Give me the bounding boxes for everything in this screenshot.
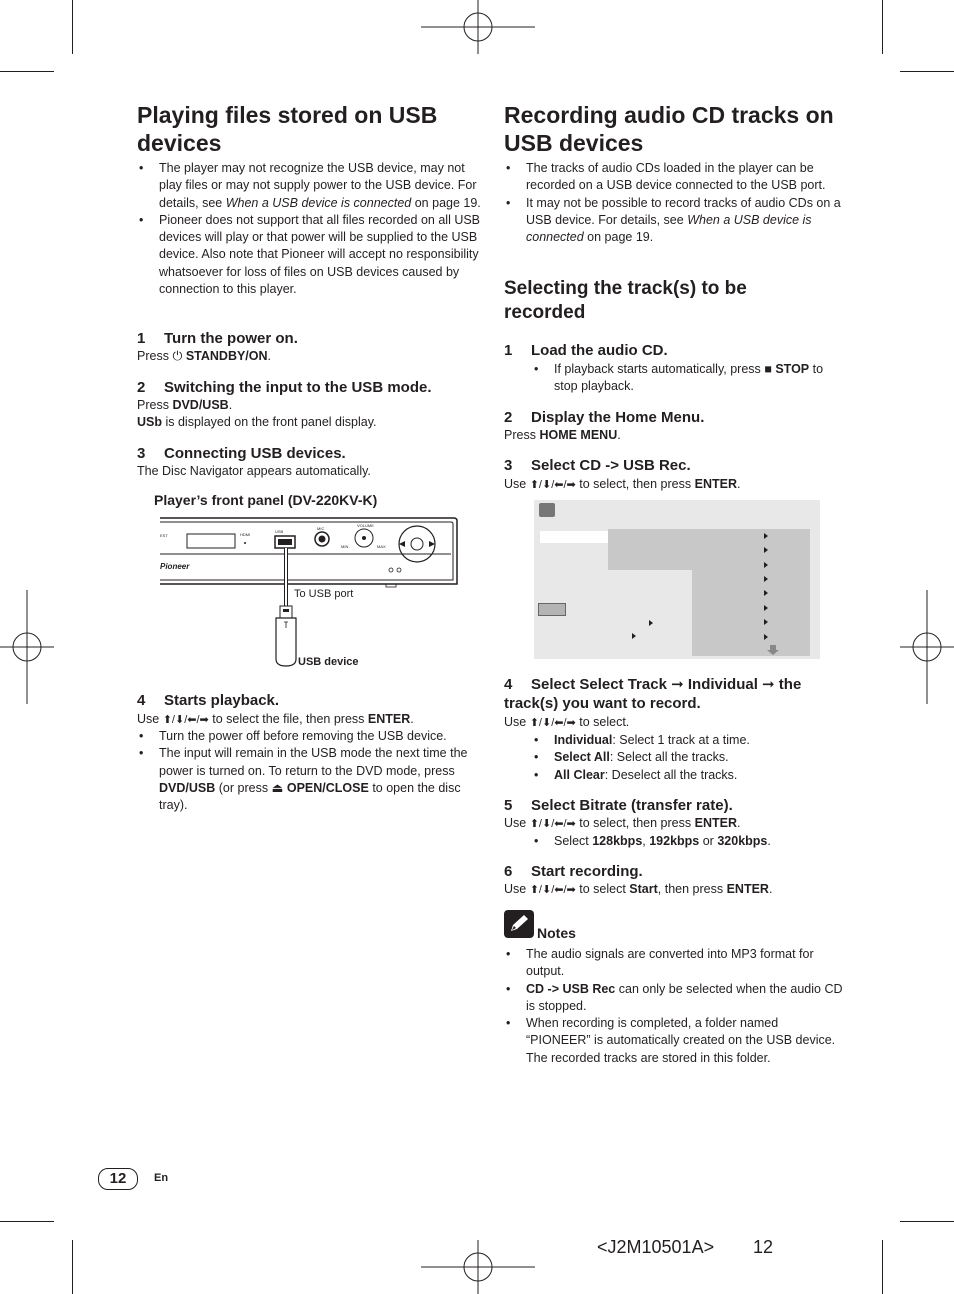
bullet-text: It may not be possible to record tracks of audio CDs on a USB device. For details, see	[526, 195, 841, 227]
bullet-text: The player may not recognize the USB device, may not play files or may not supply power to the USB device. For details, see	[159, 161, 477, 210]
registration-mark-icon	[900, 590, 954, 704]
step-title: Select Select Track	[531, 676, 667, 693]
step-title: Select Bitrate (transfer rate).	[531, 797, 733, 814]
crop-mark	[900, 71, 954, 72]
language-label: En	[154, 1172, 169, 1184]
right-step-5-heading	[504, 796, 733, 815]
right-step-5-bullets	[532, 833, 848, 850]
bullet-text: The input will remain in the USB mode the next time the power is turned on. To return to the DVD mode, press	[159, 746, 468, 778]
list-item	[532, 767, 848, 784]
text: Use	[504, 715, 527, 729]
list-item	[137, 160, 483, 212]
step-title: Individual	[687, 676, 758, 693]
crop-mark	[882, 0, 883, 54]
step-number: 6	[504, 863, 513, 880]
bitrate-option: 192kbps	[649, 834, 700, 848]
print-code: <J2M10501A>	[597, 1237, 715, 1257]
step-number: 1	[137, 330, 146, 347]
key-name: DVD/USB	[159, 780, 216, 795]
step-number: 4	[504, 676, 513, 693]
left-step-3-heading	[137, 444, 346, 463]
option-name: Individual	[554, 733, 613, 747]
crop-mark	[0, 71, 54, 72]
arrow-keys-icon: ⬆/⬇/⬅/➡	[529, 818, 576, 830]
list-item	[532, 732, 848, 749]
right-step-2-heading	[504, 408, 704, 427]
option-desc: : Deselect all the tracks.	[604, 767, 738, 782]
label-mic: MIC	[317, 526, 325, 531]
crop-mark	[72, 1240, 73, 1294]
right-arrow-icon: ➞	[762, 676, 775, 693]
list-item	[532, 749, 848, 766]
step-title: Select CD -> USB Rec.	[531, 457, 691, 474]
step-title: Connecting USB devices.	[164, 445, 346, 462]
list-item: • The tracks of audio CDs loaded in the player can be recorded on a USB device connected to the USB port.	[504, 160, 850, 195]
left-step-1-text: Press ⏻ STANDBY/ON.	[137, 349, 272, 363]
list-item	[504, 195, 850, 247]
crop-mark	[72, 0, 73, 54]
cross-reference: When a USB device is connected	[225, 195, 412, 210]
list-item: • Pioneer does not support that all files recorded on all USB devices will play or that power will be supplied to the USB device. Also note that Pioneer will accept no responsibility whatsoever for loss of files on USB devices caused by connection to this player.	[137, 212, 483, 298]
left-step-3-text: The Disc Navigator appears automatically.	[137, 464, 371, 478]
list-item	[137, 745, 483, 814]
key-name: ENTER	[694, 477, 737, 491]
text: to select, then press	[579, 816, 692, 830]
bullet-text: can only be selected when the audio CD is stopped.	[526, 981, 843, 1013]
key-name: STOP	[775, 362, 810, 376]
label-min: MIN	[341, 544, 349, 549]
step-number: 3	[504, 457, 513, 474]
notes-pencil-icon	[504, 910, 534, 938]
text: to select	[579, 882, 626, 896]
right-step-3-heading	[504, 456, 691, 475]
crop-mark	[882, 1240, 883, 1294]
option-name: CD -> USB Rec	[526, 981, 616, 996]
list-item	[504, 981, 844, 1016]
step-title: Load the audio CD.	[531, 342, 668, 359]
page-reference: on page 19.	[587, 230, 654, 245]
step-title: Display the Home Menu.	[531, 409, 705, 426]
right-step-1-heading	[504, 341, 668, 360]
left-step-2-heading	[137, 378, 432, 397]
step-title: the track(s) you want to record.	[504, 676, 802, 712]
label-volume: VOLUME	[357, 523, 374, 528]
right-arrow-icon: ➞	[671, 676, 684, 693]
usb-device-label: USB device	[298, 656, 359, 668]
text: Select	[554, 834, 589, 848]
text: Use	[504, 816, 527, 830]
key-name: STANDBY/ON	[185, 349, 268, 363]
left-step-2-text: Press DVD/USB. USb is displayed on the front panel display.	[137, 398, 377, 430]
bitrate-option: 128kbps	[592, 834, 643, 848]
right-step-4-options	[532, 732, 848, 784]
arrow-keys-icon: ⬆/⬇/⬅/➡	[529, 884, 576, 896]
step-number: 5	[504, 797, 513, 814]
option-desc: : Select 1 track at a time.	[612, 733, 750, 747]
label-hdmi: HDMI	[240, 532, 251, 537]
registration-mark-icon	[421, 0, 535, 54]
key-name: HOME MENU	[539, 428, 618, 442]
key-name: DVD/USB	[172, 398, 229, 412]
list-item	[532, 361, 848, 396]
right-intro-bullets	[504, 160, 850, 246]
option-desc: : Select all the tracks.	[609, 750, 729, 765]
registration-mark-icon	[0, 590, 54, 704]
text: If playback starts automatically, press	[554, 362, 761, 376]
power-icon: ⏻	[172, 349, 183, 363]
option-name: Select All	[554, 750, 610, 765]
step-title: Starts playback.	[164, 692, 280, 709]
label-max: MAX	[377, 544, 386, 549]
text: Press	[137, 398, 169, 412]
text: Use	[504, 882, 527, 896]
right-step-6-heading	[504, 862, 643, 881]
scroll-down-icon	[767, 645, 779, 655]
right-step-6-text: Use ⬆/⬇/⬅/➡ to select Start, then press ENTER.	[504, 882, 773, 896]
right-step-4-heading	[504, 675, 834, 713]
page-number-badge	[98, 1168, 138, 1190]
right-step-1-bullets	[532, 361, 848, 396]
left-intro-bullets	[137, 160, 483, 298]
figure-caption: Player’s front panel (DV-220KV-K)	[154, 492, 378, 508]
arrow-keys-icon: ⬆/⬇/⬅/➡	[529, 717, 576, 729]
text: to select.	[579, 715, 630, 729]
text: Press	[504, 428, 536, 442]
key-name: OPEN/CLOSE	[286, 780, 369, 795]
step-number: 2	[504, 409, 513, 426]
left-step-4-heading	[137, 691, 279, 710]
right-step-2-text: Press HOME MENU.	[504, 428, 621, 442]
crop-mark	[0, 1221, 54, 1222]
print-page-number: 12	[753, 1237, 774, 1257]
step-number: 4	[137, 692, 146, 709]
list-item: • The audio signals are converted into MP3 format for output.	[504, 946, 844, 981]
page-number: 12	[109, 1170, 127, 1187]
text: Use	[504, 477, 527, 491]
page-reference: on page 19.	[414, 195, 481, 210]
label-usb: USB	[275, 529, 284, 534]
step-title: Start recording.	[531, 863, 643, 880]
notes-list	[504, 946, 844, 1067]
left-step-4-bullets	[137, 728, 483, 814]
right-subsection-title: Selecting the track(s) to be recorded	[504, 278, 747, 323]
text: Use	[137, 712, 160, 726]
step-number: 1	[504, 342, 513, 359]
right-section-title: Recording audio CD tracks on USB devices	[504, 102, 834, 156]
left-section-title: Playing files stored on USB devices	[137, 102, 438, 156]
registration-mark-icon	[421, 1240, 535, 1294]
arrow-keys-icon: ⬆/⬇/⬅/➡	[162, 714, 209, 726]
text: , then press	[657, 882, 724, 896]
text: is displayed on the front panel display.	[165, 415, 377, 430]
list-item: • Turn the power off before removing the USB device.	[137, 728, 483, 745]
key-name: ENTER	[694, 816, 737, 830]
option-name: All Clear	[554, 767, 605, 782]
text: to open the disc tray).	[159, 780, 461, 813]
text: to select the file, then press	[212, 712, 365, 726]
right-step-5-text: Use ⬆/⬇/⬅/➡ to select, then press ENTER.	[504, 816, 741, 830]
step-title: Switching the input to the USB mode.	[164, 379, 432, 396]
left-step-4-text: Use ⬆/⬇/⬅/➡ to select the file, then press ENTER.	[137, 712, 414, 726]
right-step-4-text	[504, 714, 629, 732]
list-item: • When recording is completed, a folder named “PIONEER” is automatically created on the USB device. The recorded tracks are stored in this folder.	[504, 1015, 844, 1067]
list-item: • Select 128kbps, 192kbps or 320kbps.	[532, 833, 848, 850]
display-text: USb	[137, 415, 162, 430]
step-number: 3	[137, 445, 146, 462]
key-name: ENTER	[726, 882, 769, 896]
text: to select, then press	[579, 477, 692, 491]
step-number: 2	[137, 379, 146, 396]
key-name: ENTER	[367, 712, 411, 726]
step-title: Turn the power on.	[164, 330, 298, 347]
left-step-1-heading	[137, 329, 298, 348]
crop-mark	[900, 1221, 954, 1222]
label-rest: EST	[160, 533, 168, 538]
text: (or press	[218, 780, 269, 795]
notes-title: Notes	[537, 925, 576, 941]
bitrate-option: 320kbps	[717, 834, 768, 848]
cross-reference: When a USB device is connected	[526, 212, 812, 245]
text: to stop playback.	[554, 362, 824, 394]
submenu-arrows-icon	[534, 500, 820, 659]
text: Press	[137, 349, 169, 363]
arrow-keys-icon: ⬆/⬇/⬅/➡	[529, 479, 576, 491]
eject-icon: ⏏	[271, 780, 284, 795]
home-menu-screen	[534, 500, 820, 659]
option-name: Start	[629, 882, 658, 896]
text: or	[702, 834, 714, 848]
stop-icon: ■	[764, 362, 772, 376]
usb-port-label: To USB port	[294, 588, 354, 600]
brand-logo: Pioneer	[160, 562, 190, 571]
right-step-3-text: Use ⬆/⬇/⬅/➡ to select, then press ENTER.	[504, 477, 741, 491]
